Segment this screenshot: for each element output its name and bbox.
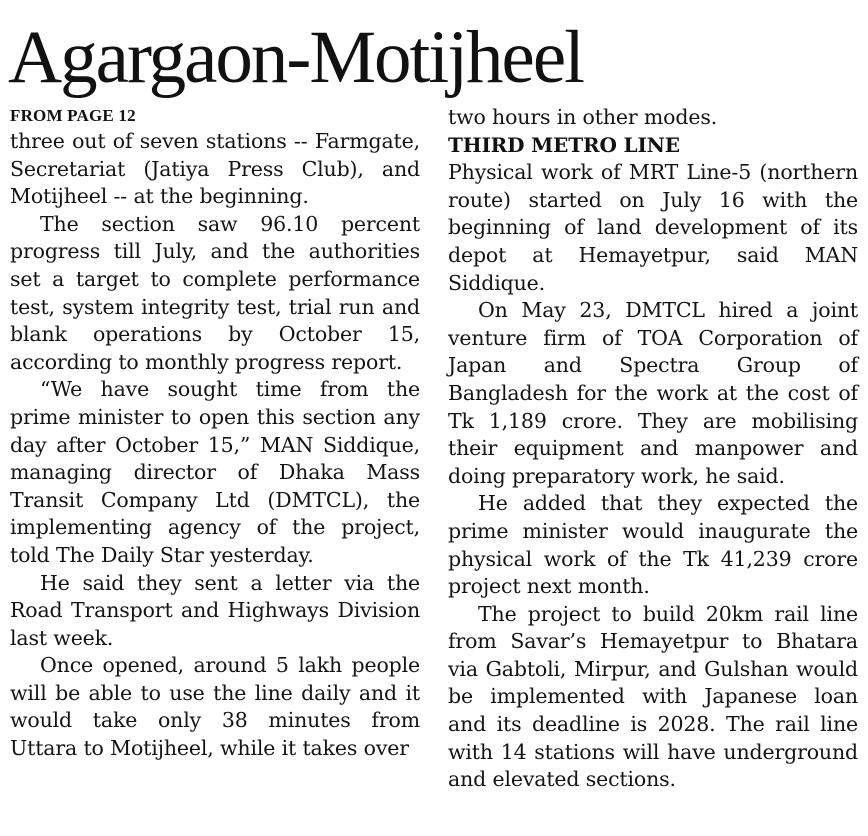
paragraph-letter: He said they sent a letter via the Road Transport and Highways Division last week. bbox=[10, 570, 420, 650]
paragraph-physical-work: Physical work of MRT Line-5 (northern route) started on July 16 with the beginning of land development of its depot at Hemayetpur, said MAN Siddique. bbox=[448, 160, 858, 295]
jump-line: FROM PAGE 12 bbox=[10, 106, 136, 125]
right-column bbox=[448, 104, 858, 794]
paragraph-quote: “We have sought time from the prime minister to open this section any day after October 15,” MAN Siddique, managing director of Dhaka Mass Transit Company Ltd (DMTCL), the implementing agency of the project, told The Daily Star yesterday. bbox=[10, 377, 420, 567]
paragraph-progress: The section saw 96.10 percent progress till July, and the authorities set a target to complete performance test, system integrity test, trial run and blank operations by October 15, according to monthly progress report. bbox=[10, 211, 420, 374]
paragraph-continuation: two hours in other modes. bbox=[448, 105, 718, 129]
paragraph-project-scope: The project to build 20km rail line from Savar’s Hemayetpur to Bhatara via Gabtoli, Mirpur, and Gulshan would be implemented with Japanese loan and its deadline is 2028. The rail line with 14 stations will have underground and elevated sections. bbox=[448, 601, 858, 792]
paragraph-joint-venture: On May 23, DMTCL hired a joint venture firm of TOA Corporation of Japan and Spectra Group of Bangladesh for the work at the cost of Tk 1,189 crore. They are mobilising their equipment and manpower and doing preparatory work, he said. bbox=[448, 298, 858, 488]
left-column bbox=[10, 104, 420, 763]
paragraph-continued: three out of seven stations -- Farmgate, Secretariat (Jatiya Press Club), and Motijheel -- at the beginning. bbox=[10, 129, 420, 209]
paragraph-ridership: Once opened, around 5 lakh people will be able to use the line daily and it would take only 38 minutes from Uttara to Motijheel, while it takes over bbox=[10, 653, 420, 761]
section-subhead: THIRD METRO LINE bbox=[448, 132, 680, 157]
headline: Agargaon-Motijheel bbox=[8, 16, 583, 99]
paragraph-inauguration: He added that they expected the prime minister would inaugurate the physical work of the Tk 41,239 crore project next month. bbox=[448, 491, 858, 599]
